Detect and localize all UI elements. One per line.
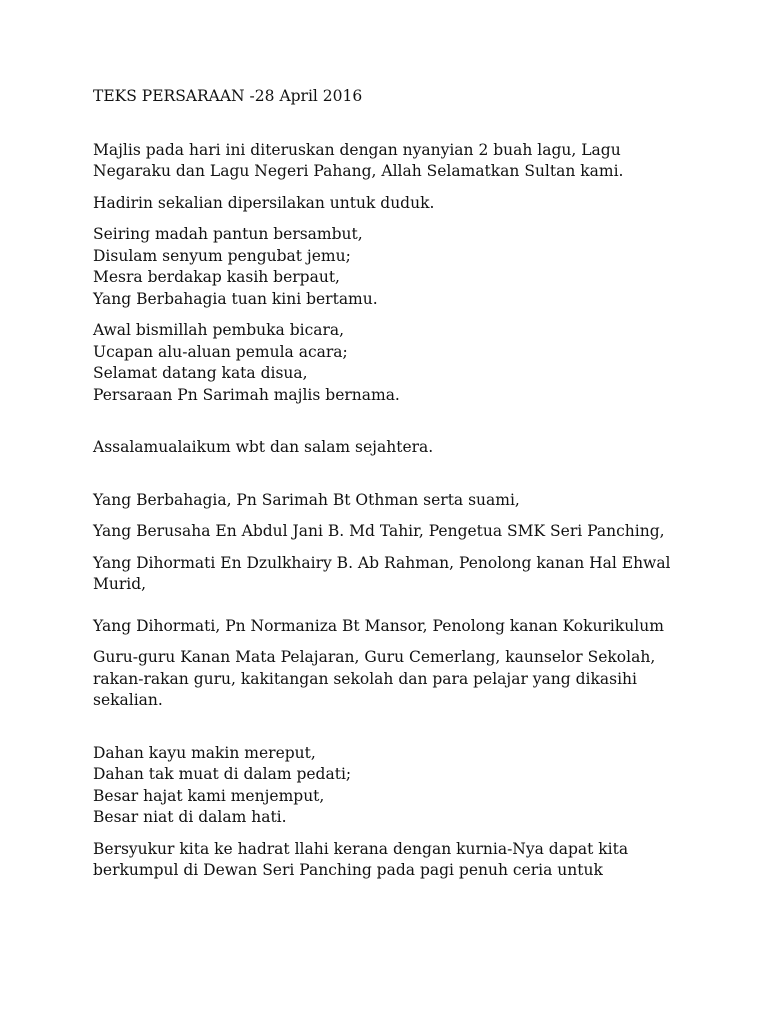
pantun-stanza-1 (93, 224, 693, 310)
pantun-line: Besar niat di dalam hati. (93, 808, 287, 826)
pantun-stanza-3 (93, 743, 693, 829)
salutation-3 (93, 553, 693, 596)
text-line: Guru-guru Kanan Mata Pelajaran, Guru Cemerlang, kaunselor Sekolah, (93, 648, 656, 666)
salutation-1: Yang Berbahagia, Pn Sarimah Bt Othman serta suami, (93, 490, 520, 509)
text-line: Majlis pada hari ini diteruskan dengan nyanyian 2 buah lagu, Lagu (93, 140, 621, 159)
pantun-line: Besar hajat kami menjemput, (93, 786, 325, 805)
pantun-line: Yang Berbahagia tuan kini bertamu. (93, 289, 378, 308)
pantun-line: Dahan kayu makin mereput, (93, 743, 316, 762)
text-line: Murid, (93, 575, 147, 593)
pantun-line: Awal bismillah pembuka bicara, (93, 321, 345, 339)
salutation-2: Yang Berusaha En Abdul Jani B. Md Tahir, Pengetua SMK Seri Panching, (93, 522, 665, 540)
pantun-line: Dahan tak muat di dalam pedati; (93, 765, 352, 783)
text-line: berkumpul di Dewan Seri Panching pada pagi penuh ceria untuk (93, 861, 603, 879)
pantun-line: Selamat datang kata disua, (93, 364, 308, 382)
pantun-line: Ucapan alu-aluan pemula acara; (93, 342, 348, 361)
text-line: sekalian. (93, 691, 163, 709)
opening-paragraph (93, 140, 693, 183)
pantun-line: Seiring madah pantun bersambut, (93, 225, 363, 243)
text-line: Yang Dihormati En Dzulkhairy B. Ab Rahman, Penolong kanan Hal Ehwal (93, 553, 671, 572)
pantun-stanza-2 (93, 320, 693, 406)
pantun-line: Disulam senyum pengubat jemu; (93, 246, 351, 265)
text-line: Bersyukur kita ke hadrat llahi kerana dengan kurnia-Nya dapat kita (93, 839, 629, 858)
salutation-4: Yang Dihormati, Pn Normaniza Bt Mansor, Penolong kanan Kokurikulum (93, 616, 664, 635)
document-page (93, 86, 693, 892)
greeting-paragraph: Assalamualaikum wbt dan salam sejahtera. (93, 438, 434, 456)
closing-paragraph (93, 839, 693, 882)
salutation-5 (93, 647, 693, 712)
text-line: rakan-rakan guru, kakitangan sekolah dan para pelajar yang dikasihi (93, 669, 637, 688)
document-title: TEKS PERSARAAN -28 April 2016 (93, 87, 363, 105)
pantun-line: Persaraan Pn Sarimah majlis bernama. (93, 385, 400, 404)
text-line: Negaraku dan Lagu Negeri Pahang, Allah Selamatkan Sultan kami. (93, 162, 624, 180)
pantun-line: Mesra berdakap kasih berpaut, (93, 268, 340, 286)
seating-paragraph: Hadirin sekalian dipersilakan untuk duduk. (93, 193, 435, 212)
